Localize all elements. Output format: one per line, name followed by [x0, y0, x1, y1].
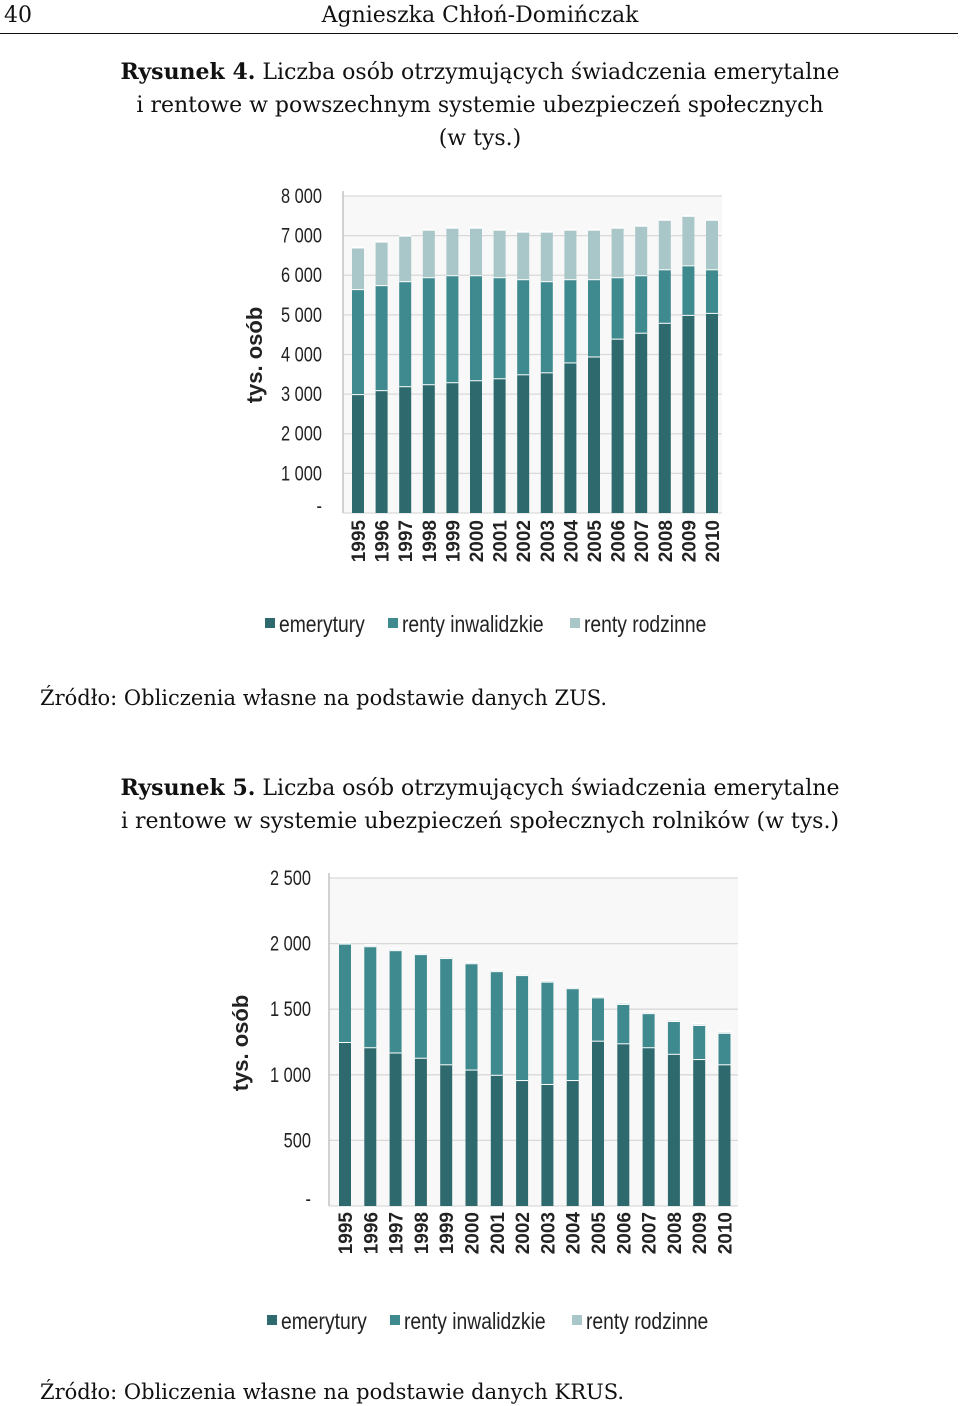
caption-label: Rysunek 4. [120, 59, 256, 85]
bar-emerytury-1997 [399, 386, 411, 513]
caption-text-line: Liczba osób otrzymujących świadczenia emerytalne [262, 776, 840, 801]
figure-source-4: Źródło: Obliczenia własne na podstawie danych ZUS. [40, 686, 608, 710]
bar-emerytury-2008 [659, 323, 671, 513]
x-tick-label: 2000 [467, 520, 488, 563]
x-tick-label: 2006 [608, 520, 630, 563]
legend-swatch [267, 1315, 277, 1325]
bar-renty-inwalidzkie-1998 [415, 954, 427, 1058]
bar-renty-inwalidzkie-2009 [682, 265, 694, 315]
x-tick-label: 2009 [679, 520, 701, 563]
bar-renty-inwalidzkie-1996 [376, 285, 388, 390]
legend-swatch [265, 618, 275, 628]
bar-renty-inwalidzkie-2005 [592, 997, 604, 1040]
bar-emerytury-2000 [470, 380, 482, 513]
figure-caption-4 [0, 56, 960, 155]
x-tick-label: 1996 [361, 1212, 383, 1255]
y-tick-label: 2 500 [270, 866, 311, 890]
x-tick-label: 2008 [655, 520, 677, 563]
legend-swatch [388, 618, 398, 628]
bar-emerytury-2010 [706, 313, 718, 513]
bar-emerytury-2007 [643, 1047, 655, 1206]
bar-renty-rodzinne-1995 [352, 248, 364, 290]
bar-emerytury-2008 [668, 1054, 680, 1206]
bar-renty-inwalidzkie-2006 [617, 1004, 629, 1043]
x-tick-label: 2006 [614, 1212, 636, 1255]
x-tick-label: 1997 [386, 1212, 408, 1255]
chart-krus [0, 860, 960, 1360]
bar-renty-inwalidzkie-2003 [541, 281, 553, 372]
bar-emerytury-2007 [635, 333, 647, 513]
x-tick-label: 2000 [462, 1212, 484, 1255]
bar-emerytury-2001 [494, 378, 506, 513]
x-tick-label: 2002 [514, 520, 536, 563]
bar-renty-inwalidzkie-2005 [588, 279, 600, 356]
y-tick-label: 1 500 [270, 997, 311, 1021]
x-tick-label: 2001 [487, 1212, 509, 1255]
legend-label: renty inwalidzkie [403, 1309, 546, 1335]
bar-renty-inwalidzkie-2001 [494, 277, 506, 378]
x-tick-label: 1995 [349, 520, 370, 563]
y-tick-label: - [316, 494, 322, 518]
legend-swatch [572, 1315, 582, 1325]
bar-emerytury-1996 [376, 390, 388, 513]
bar-renty-inwalidzkie-2003 [541, 982, 553, 1084]
bar-renty-inwalidzkie-2001 [491, 971, 503, 1075]
bar-renty-inwalidzkie-2010 [706, 269, 718, 313]
bar-emerytury-1999 [440, 1064, 452, 1206]
caption-label: Rysunek 5. [120, 775, 256, 801]
page-number: 40 [4, 3, 32, 28]
bar-renty-inwalidzkie-1995 [339, 944, 351, 1042]
y-tick-label: 5 000 [281, 302, 322, 327]
bar-emerytury-2002 [516, 1080, 528, 1206]
bar-renty-inwalidzkie-2008 [668, 1021, 680, 1054]
x-tick-label: 2001 [490, 520, 512, 563]
y-tick-label: 3 000 [281, 382, 322, 406]
y-tick-label: 7 000 [281, 223, 322, 248]
bar-renty-inwalidzkie-2007 [635, 275, 647, 332]
bar-emerytury-2009 [682, 315, 694, 513]
bar-emerytury-1999 [446, 382, 458, 513]
x-tick-label: 2007 [632, 520, 654, 563]
bar-renty-rodzinne-2007 [635, 226, 647, 276]
caption-text-line: (w tys.) [438, 126, 522, 151]
bar-renty-rodzinne-2004 [564, 230, 576, 280]
bar-emerytury-2006 [612, 339, 624, 513]
bar-renty-inwalidzkie-2000 [466, 963, 478, 1069]
bar-renty-inwalidzkie-1997 [399, 281, 411, 386]
legend-label: renty inwalidzkie [402, 612, 544, 638]
x-tick-label: 1997 [396, 520, 418, 563]
bar-renty-inwalidzkie-2004 [567, 988, 579, 1080]
x-tick-label: 2005 [585, 520, 606, 563]
bar-emerytury-2006 [617, 1043, 629, 1206]
bar-renty-inwalidzkie-1995 [352, 289, 364, 394]
y-tick-label: 8 000 [281, 184, 322, 208]
bar-renty-rodzinne-2002 [517, 232, 529, 280]
y-tick-label: 1 000 [270, 1062, 311, 1087]
bar-renty-inwalidzkie-1998 [423, 277, 435, 384]
bar-emerytury-1998 [415, 1058, 427, 1206]
bar-renty-inwalidzkie-2004 [564, 279, 576, 362]
x-tick-label: 1998 [419, 520, 441, 563]
bar-renty-inwalidzkie-2008 [659, 269, 671, 322]
bar-emerytury-2003 [541, 372, 553, 513]
bar-renty-rodzinne-2010 [706, 220, 718, 270]
x-tick-label: 2002 [513, 1212, 535, 1255]
bar-emerytury-2001 [491, 1075, 503, 1206]
caption-text-line: i rentowe w powszechnym systemie ubezpieczeń społecznych [136, 93, 824, 118]
x-tick-label: 2009 [690, 1212, 712, 1255]
bar-renty-inwalidzkie-2006 [612, 277, 624, 338]
x-tick-label: 2004 [561, 520, 583, 563]
legend-swatch [390, 1315, 400, 1325]
x-tick-label: 1996 [372, 520, 394, 563]
bar-emerytury-2004 [567, 1080, 579, 1206]
x-tick-label: 1998 [411, 1212, 433, 1255]
bar-renty-inwalidzkie-2000 [470, 275, 482, 380]
caption-text-line: Liczba osób otrzymujących świadczenia emerytalne [262, 60, 840, 85]
legend-swatch [570, 618, 580, 628]
y-axis-label: tys. osób [242, 306, 267, 404]
bar-renty-rodzinne-1999 [446, 228, 458, 276]
bar-renty-inwalidzkie-1999 [440, 958, 452, 1064]
bar-renty-rodzinne-2008 [659, 220, 671, 270]
y-tick-label: 500 [283, 1128, 311, 1152]
y-tick-label: 4 000 [281, 342, 322, 366]
bar-renty-inwalidzkie-1997 [390, 950, 402, 1052]
header-rule [0, 33, 958, 34]
x-tick-label: 1999 [443, 520, 465, 563]
bar-emerytury-2003 [541, 1084, 553, 1206]
y-tick-label: 1 000 [281, 461, 322, 485]
x-tick-label: 1995 [336, 1212, 357, 1255]
x-tick-label: 2010 [703, 520, 724, 563]
bar-renty-inwalidzkie-1999 [446, 275, 458, 382]
y-tick-label: 2 000 [281, 421, 322, 446]
bar-renty-inwalidzkie-2009 [693, 1025, 705, 1059]
y-axis-label: tys. osób [228, 994, 253, 1092]
bar-renty-rodzinne-2003 [541, 232, 553, 282]
bar-emerytury-2009 [693, 1059, 705, 1206]
figure-caption-5 [0, 772, 960, 838]
legend-label: emerytury [279, 612, 365, 638]
page-header [0, 0, 960, 36]
bar-renty-inwalidzkie-2002 [517, 279, 529, 374]
bar-renty-rodzinne-2009 [682, 216, 694, 266]
bar-emerytury-2010 [719, 1064, 731, 1206]
legend-label: renty rodzinne [585, 1309, 709, 1335]
bar-renty-rodzinne-2001 [494, 230, 506, 278]
x-tick-label: 2010 [715, 1212, 737, 1255]
x-tick-label: 1999 [437, 1212, 459, 1255]
bar-renty-inwalidzkie-2002 [516, 975, 528, 1080]
bar-renty-inwalidzkie-2007 [643, 1013, 655, 1047]
x-tick-label: 2003 [538, 1212, 560, 1255]
bar-renty-rodzinne-1998 [423, 230, 435, 278]
y-tick-label: 2 000 [270, 931, 311, 956]
bar-emerytury-1995 [339, 1042, 351, 1206]
bar-emerytury-2004 [564, 362, 576, 513]
x-tick-label: 2007 [639, 1212, 661, 1255]
bar-renty-rodzinne-2000 [470, 228, 482, 276]
bar-emerytury-1995 [352, 394, 364, 513]
bar-renty-rodzinne-2006 [612, 228, 624, 278]
y-tick-label: 6 000 [281, 263, 322, 287]
bar-renty-rodzinne-1996 [376, 242, 388, 286]
bar-renty-inwalidzkie-1996 [364, 946, 376, 1047]
bar-renty-inwalidzkie-2010 [719, 1033, 731, 1064]
x-tick-label: 2003 [537, 520, 559, 563]
x-tick-label: 2005 [589, 1212, 610, 1255]
bar-emerytury-2000 [466, 1070, 478, 1206]
bar-emerytury-2005 [588, 356, 600, 513]
bar-emerytury-2005 [592, 1041, 604, 1206]
author-name: Agnieszka Chłoń-Domińczak [321, 3, 639, 28]
figure-source-5: Źródło: Obliczenia własne na podstawie danych KRUS. [40, 1380, 625, 1404]
x-tick-label: 2004 [563, 1212, 585, 1255]
bar-renty-rodzinne-2005 [588, 230, 600, 280]
caption-text-line: i rentowe w systemie ubezpieczeń społecznych rolników (w tys.) [120, 809, 840, 834]
bar-emerytury-1998 [423, 384, 435, 513]
x-tick-label: 2008 [664, 1212, 686, 1255]
y-tick-label: - [305, 1187, 311, 1211]
bar-emerytury-1996 [364, 1047, 376, 1206]
chart-zus [0, 170, 960, 660]
legend-label: emerytury [281, 1309, 367, 1335]
bar-emerytury-2002 [517, 374, 529, 513]
bar-emerytury-1997 [390, 1052, 402, 1206]
legend-label: renty rodzinne [584, 612, 707, 638]
bar-renty-rodzinne-1997 [399, 236, 411, 282]
